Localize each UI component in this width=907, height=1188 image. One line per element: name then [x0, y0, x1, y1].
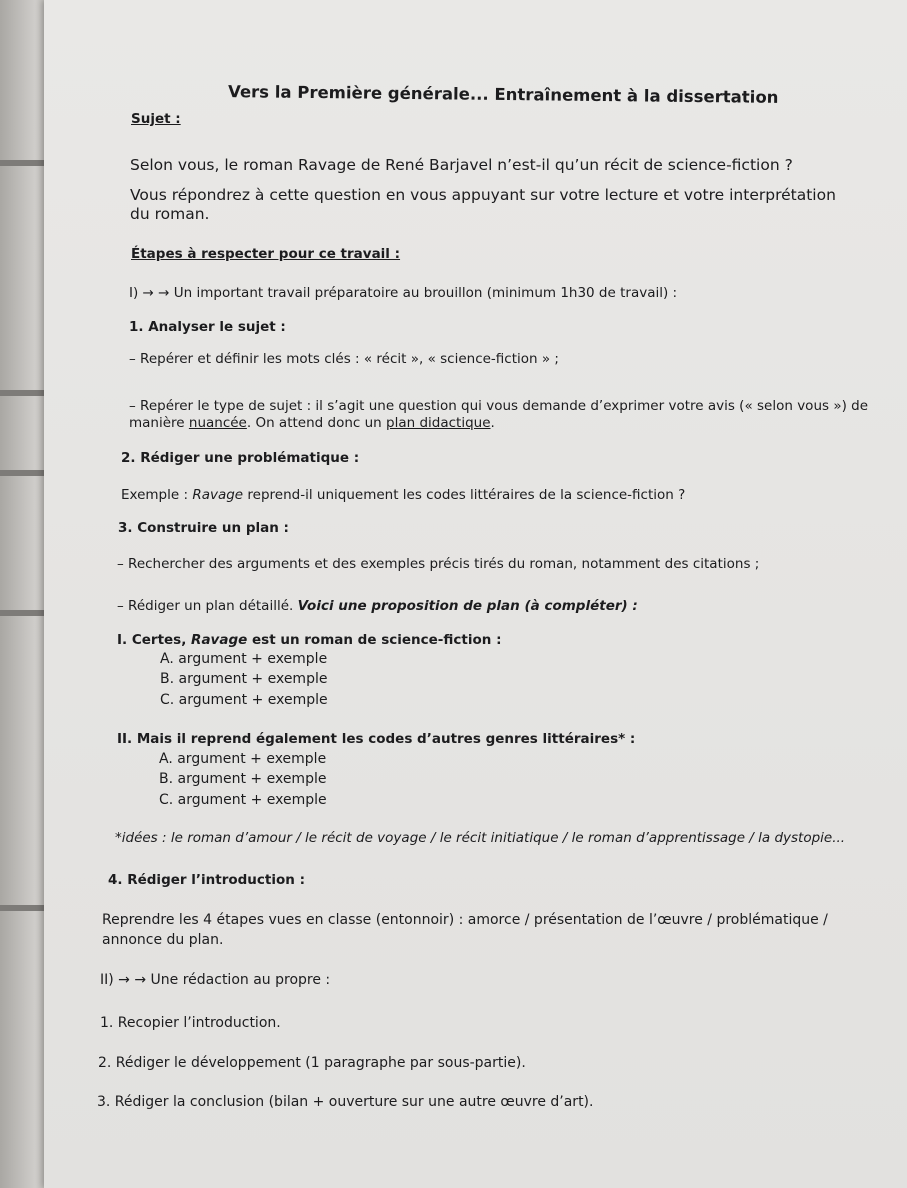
binder-edge-line	[0, 390, 44, 396]
step-1-keywords: – Repérer et définir les mots clés : « récit », « science-fiction » ;	[129, 351, 559, 367]
step-3-research: – Rechercher des arguments et des exemples précis tirés du roman, notamment des citations ;	[117, 556, 760, 572]
final-step-2: 2. Rédiger le développement (1 paragraphe par sous-partie).	[98, 1055, 526, 1071]
italic-title-ravage: Ravage	[191, 632, 248, 648]
plan-part-1-item-b: B. argument + exemple	[160, 671, 328, 687]
binder-edge-line	[0, 610, 44, 616]
underlined-word-plan-didactique: plan didactique	[386, 415, 491, 431]
footnote-ideas: *idées : le roman d’amour / le récit de voyage / le récit initiatique / le roman d’apprentissage / la dystopie...	[115, 830, 846, 846]
step-2-example	[121, 486, 685, 504]
binder-edge-line	[0, 160, 44, 166]
text-span: Exemple :	[121, 487, 193, 503]
text-span: manière	[129, 415, 189, 431]
binder-edge-line	[0, 905, 44, 911]
text-span: reprend-il uniquement les codes littéraires de la science-fiction ?	[243, 487, 686, 503]
step-1-title: 1. Analyser le sujet :	[129, 319, 286, 335]
worksheet-page	[44, 0, 907, 1188]
italic-plan-proposal: Voici une proposition de plan (à compléter) :	[297, 598, 638, 614]
text-span: .	[490, 415, 495, 431]
sujet-label: Sujet :	[131, 111, 181, 127]
part-1-heading: I) → → Un important travail préparatoire au brouillon (minimum 1h30 de travail) :	[129, 285, 678, 301]
text-span: I. Certes,	[117, 632, 192, 648]
plan-part-1-item-a: A. argument + exemple	[160, 651, 328, 667]
text-span: – Rédiger un plan détaillé.	[117, 598, 298, 614]
step-1-subject-type-line-2	[129, 414, 495, 432]
step-1-subject-type-line-1: – Repérer le type de sujet : il s’agit une question qui vous demande d’exprimer votre avis (« selon vous ») de	[129, 398, 869, 414]
plan-part-2-item-c: C. argument + exemple	[159, 792, 327, 808]
plan-part-1-item-c: C. argument + exemple	[160, 692, 328, 708]
part-2-heading: II) → → Une rédaction au propre :	[100, 972, 331, 988]
text-span: est un roman de science-fiction :	[247, 632, 502, 648]
step-2-title: 2. Rédiger une problématique :	[121, 450, 360, 466]
plan-part-2-title: II. Mais il reprend également les codes d’autres genres littéraires* :	[117, 731, 636, 747]
step-4-line-2: annonce du plan.	[102, 932, 224, 948]
step-3-title: 3. Construire un plan :	[118, 520, 289, 536]
consigne-line-1: Vous répondrez à cette question en vous appuyant sur votre lecture et votre interprétation	[130, 186, 836, 204]
final-step-3: 3. Rédiger la conclusion (bilan + ouverture sur une autre œuvre d’art).	[97, 1094, 594, 1110]
binder-backdrop	[0, 0, 50, 1188]
plan-part-1-title	[117, 631, 501, 649]
italic-title-ravage: Ravage	[192, 487, 244, 503]
step-4-line-1: Reprendre les 4 étapes vues en classe (entonnoir) : amorce / présentation de l’œuvre / problématique /	[102, 912, 828, 928]
plan-part-2-item-b: B. argument + exemple	[159, 771, 327, 787]
binder-edge-line	[0, 470, 44, 476]
sujet-question: Selon vous, le roman Ravage de René Barjavel n’est-il qu’un récit de science-fiction ?	[130, 156, 793, 174]
underlined-word-nuancee: nuancée	[188, 415, 247, 431]
etapes-label: Étapes à respecter pour ce travail :	[131, 246, 401, 262]
step-3-plan-instruction	[117, 597, 638, 615]
text-span: . On attend donc un	[246, 415, 387, 431]
step-4-title: 4. Rédiger l’introduction :	[108, 872, 305, 888]
page-title: Vers la Première générale... Entraînement à la dissertation	[227, 82, 779, 107]
final-step-1: 1. Recopier l’introduction.	[100, 1015, 281, 1031]
plan-part-2-item-a: A. argument + exemple	[159, 751, 327, 767]
consigne-line-2: du roman.	[130, 205, 210, 223]
